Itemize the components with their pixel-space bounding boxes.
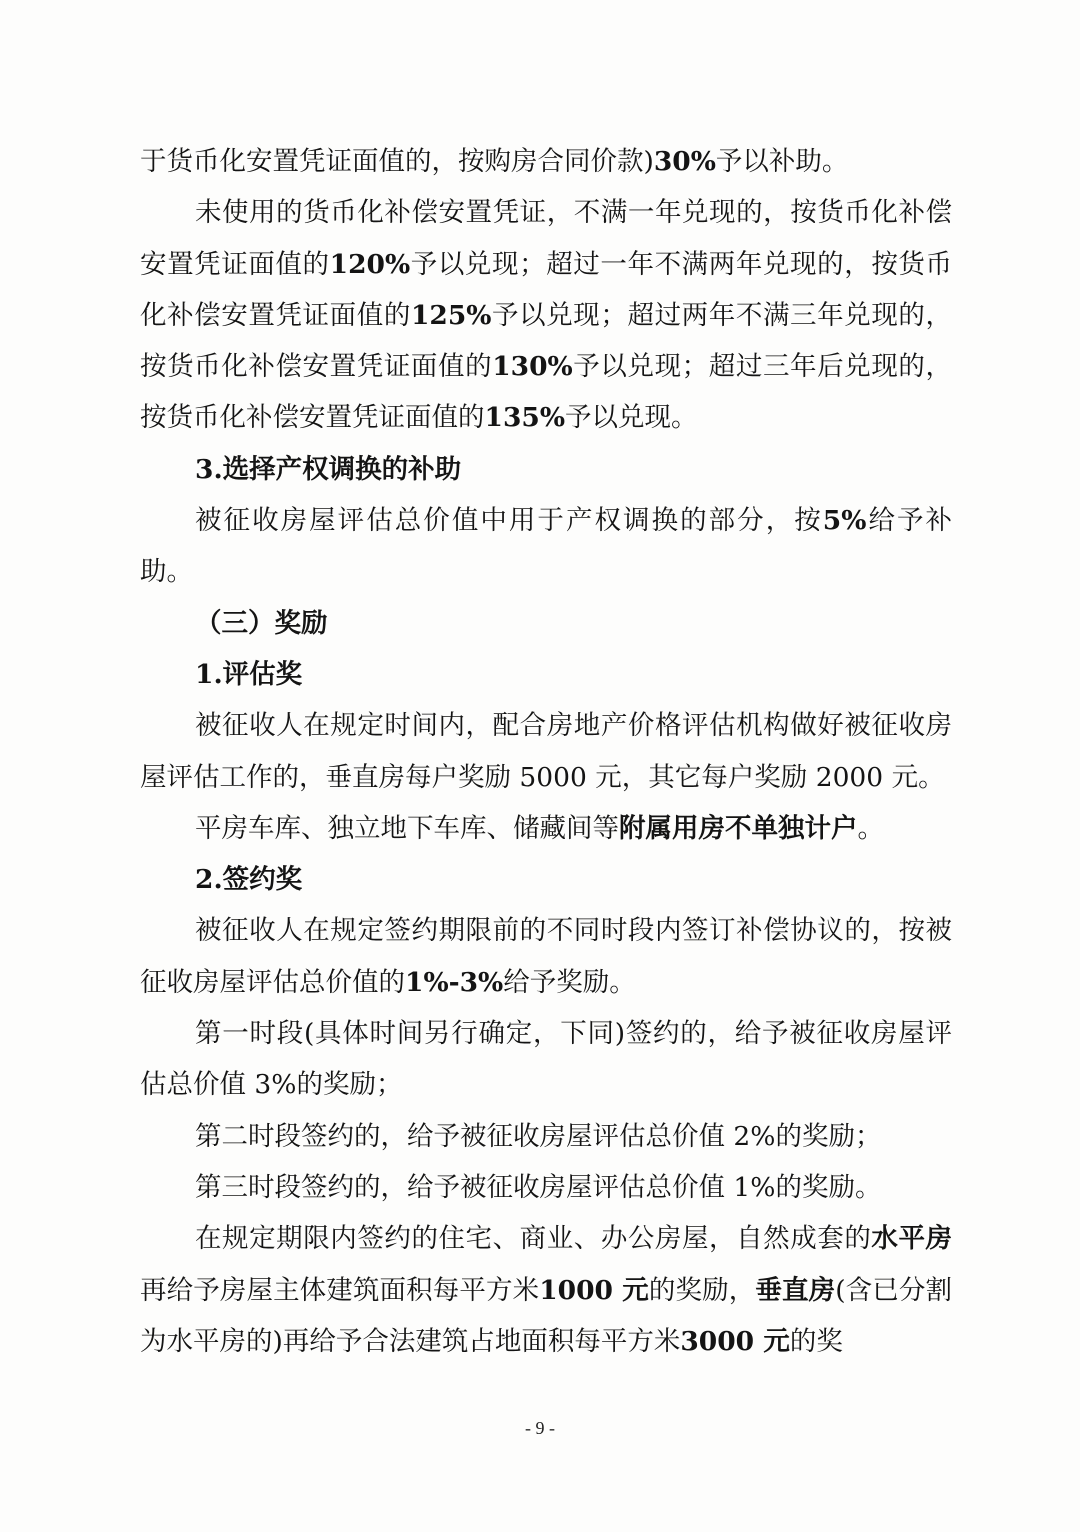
text-run: 1.评估奖	[195, 658, 303, 690]
text-run: 第一时段(具体时间另行确定，下同)签约的，给予被征收房屋评估总价值 3%的奖励；	[140, 1018, 952, 1101]
text-run: 被征收人在规定时间内，配合房地产价格评估机构做好被征收房屋评估工作的，垂直房每户奖励 5000 元，其它每户奖励 2000 元。	[140, 710, 952, 793]
paragraph	[140, 1008, 952, 1111]
bold-text: 120%	[329, 248, 411, 280]
text-run: 3.选择产权调换的补助	[195, 453, 462, 485]
text-run: 的奖	[789, 1325, 843, 1357]
text-run: 予以兑现；超过两年不满三年兑现的，按货币化补偿安置凭证面值的	[140, 299, 953, 383]
body-text	[140, 136, 952, 1367]
paragraph	[140, 136, 952, 187]
text-run: 给予补助。	[140, 505, 953, 588]
text-run: 平房车库、独立地下车库、储藏间等	[195, 812, 619, 844]
paragraph	[140, 1111, 952, 1162]
page-number: - 9 -	[525, 1418, 555, 1438]
paragraph	[140, 905, 952, 1008]
text-run: 未使用的货币化补偿安置凭证，不满一年兑现的，按货币化补偿安置凭证面值的	[140, 197, 952, 280]
section-heading	[140, 649, 952, 700]
bold-text: 附属用房不单独计户	[619, 812, 858, 844]
bold-text: 125%	[410, 299, 492, 331]
text-run: 被征收房屋评估总价值中用于产权调换的部分，按	[195, 505, 823, 537]
bold-text: 30%	[653, 146, 716, 177]
bold-text: 5%	[822, 505, 867, 537]
text-run: 予以兑现。	[565, 402, 698, 434]
paragraph	[140, 1162, 952, 1213]
bold-text: 1%-3%	[405, 966, 504, 998]
text-run: 的奖励，	[648, 1274, 756, 1306]
paragraph	[140, 495, 952, 598]
text-run: 。	[857, 812, 884, 844]
paragraph	[140, 1213, 952, 1367]
text-run: 再给予房屋主体建筑面积每平方米	[140, 1274, 540, 1306]
text-run: 予以兑现；超过一年不满两年兑现的，按货币化补偿安置凭证面值的	[140, 248, 953, 331]
text-run: 给予奖励。	[503, 966, 636, 998]
text-run: 予以兑现；超过三年后兑现的，按货币化补偿安置凭证面值的	[140, 351, 953, 434]
bold-text: 135%	[484, 402, 565, 434]
section-heading	[140, 598, 952, 649]
text-run: （三）奖励	[195, 607, 328, 639]
bold-text: 3000 元	[680, 1325, 790, 1357]
bold-text: 水平房	[871, 1223, 953, 1255]
text-run: 在规定期限内签约的住宅、商业、办公房屋，自然成套的	[195, 1223, 872, 1255]
bold-text: 垂直房	[755, 1274, 836, 1306]
text-run: 于货币化安置凭证面值的，按购房合同价款)	[140, 146, 654, 177]
text-run: 第三时段签约的，给予被征收房屋评估总价值 1%的奖励。	[195, 1171, 882, 1203]
paragraph	[140, 187, 952, 443]
text-run: 予以补助。	[715, 146, 849, 177]
paragraph	[140, 700, 952, 803]
text-run: 2.签约奖	[195, 864, 303, 896]
bold-text: 130%	[492, 351, 573, 383]
text-run: 被征收人在规定签约期限前的不同时段内签订补偿协议的，按被征收房屋评估总价值的	[140, 915, 952, 998]
text-run: 第二时段签约的，给予被征收房屋评估总价值 2%的奖励；	[195, 1120, 882, 1152]
bold-text: 1000 元	[539, 1274, 649, 1306]
section-heading	[140, 854, 952, 905]
paragraph	[140, 803, 952, 854]
text-run: (含已分割为水平房的)再给予合法建筑占地面积每平方米	[140, 1274, 953, 1357]
section-heading	[140, 444, 952, 495]
